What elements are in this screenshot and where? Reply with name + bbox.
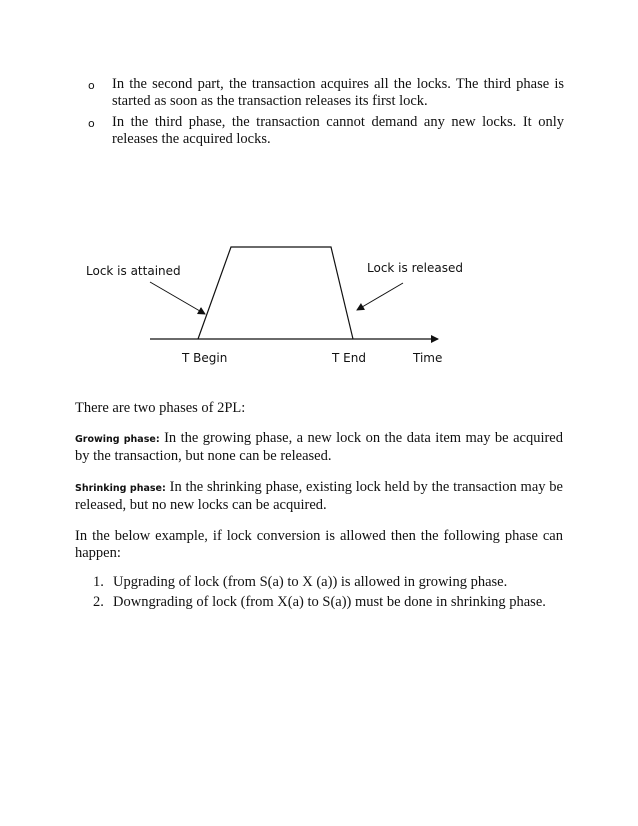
list-item: [93, 574, 563, 591]
bullet-item: [88, 76, 564, 110]
time-label: Time: [413, 351, 443, 365]
lock-phase-trapezoid: [198, 247, 353, 339]
lock-released-label: Lock is released: [367, 261, 463, 275]
list-number: 1.: [93, 574, 104, 590]
numbered-list: [93, 574, 563, 614]
growing-phase-label: Growing phase:: [75, 434, 160, 445]
lock-attained-label: Lock is attained: [86, 264, 181, 278]
growing-phase-paragraph: [75, 430, 563, 465]
list-text: Downgrading of lock (from X(a) to S(a)) must be done in shrinking phase.: [113, 594, 546, 610]
growing-phase-text: In the growing phase, a new lock on the data item may be acquired by the transaction, but none can be released.: [75, 430, 563, 464]
intro-paragraph: There are two phases of 2PL:: [75, 400, 246, 416]
bullet-list: [88, 76, 564, 152]
list-text: Upgrading of lock (from S(a) to X (a)) is allowed in growing phase.: [113, 574, 508, 590]
shrinking-phase-label: Shrinking phase:: [75, 483, 166, 494]
example-intro-paragraph: In the below example, if lock conversion is allowed then the following phase can happen:: [75, 528, 563, 561]
bullet-text: In the third phase, the transaction cannot demand any new locks. It only releases the acquired locks.: [112, 114, 564, 147]
lock-released-arrow: [357, 283, 403, 310]
shrinking-phase-paragraph: [75, 479, 563, 514]
bullet-text: In the second part, the transaction acquires all the locks. The third phase is started as soon as the transaction releases its first lock.: [112, 76, 564, 109]
two-phase-locking-diagram: [0, 230, 638, 375]
list-item: [93, 594, 563, 611]
list-number: 2.: [93, 594, 104, 610]
t-end-label: T End: [332, 351, 366, 365]
bullet-circle-icon: o: [88, 117, 95, 130]
bullet-item: [88, 114, 564, 148]
t-begin-label: T Begin: [182, 351, 228, 365]
bullet-circle-icon: o: [88, 79, 95, 92]
shrinking-phase-text: In the shrinking phase, existing lock held by the transaction may be released, but no new locks can be acquired.: [75, 479, 563, 513]
lock-attained-arrow: [150, 282, 205, 314]
